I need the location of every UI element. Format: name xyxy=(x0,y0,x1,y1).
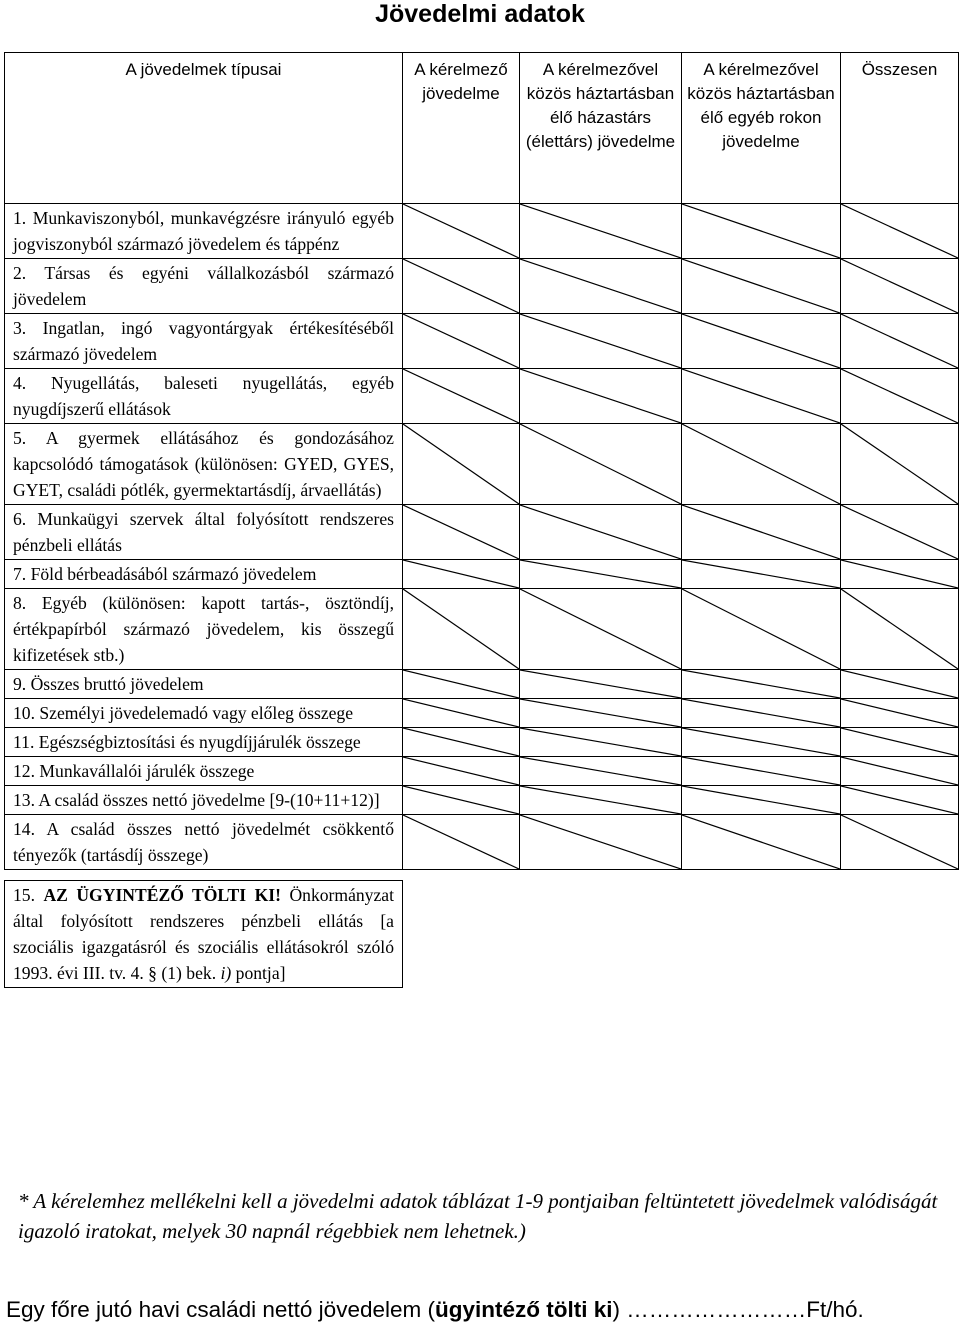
row-label: 9. Összes bruttó jövedelem xyxy=(5,670,403,699)
cell-relative xyxy=(682,369,841,424)
cell-strike-line xyxy=(841,424,958,504)
cell-strike-line xyxy=(403,259,519,313)
row-label: 10. Személyi jövedelemadó vagy előleg összege xyxy=(5,699,403,728)
cell-strike-line xyxy=(403,757,519,785)
row-label: 3. Ingatlan, ingó vagyontárgyak értékesítéséből származó jövedelem xyxy=(5,314,403,369)
cell-strike-line xyxy=(403,560,519,588)
cell-spouse xyxy=(520,670,682,699)
cell-strike-line xyxy=(520,369,681,423)
cell-total xyxy=(841,204,959,259)
table-row-15 xyxy=(5,881,959,988)
cell-strike-line xyxy=(682,728,840,756)
row-label: 8. Egyéb (különösen: kapott tartás-, ösztöndíj, értékpapírból származó jövedelem, kis összegű kifizetések stb.) xyxy=(5,589,403,670)
cell-applicant xyxy=(403,505,520,560)
table-gap xyxy=(5,870,959,881)
cell-total xyxy=(841,699,959,728)
row-label: 2. Társas és egyéni vállalkozásból származó jövedelem xyxy=(5,259,403,314)
cell-strike-line xyxy=(403,424,519,504)
row-label: 13. A család összes nettó jövedelme [9-(10+11+12)] xyxy=(5,786,403,815)
cell-spouse xyxy=(520,786,682,815)
cell-applicant xyxy=(403,314,520,369)
row-label: 14. A család összes nettó jövedelmét csökkentő tényezők (tartásdíj összege) xyxy=(5,815,403,870)
cell-strike-line xyxy=(682,757,840,785)
cell-spouse xyxy=(520,560,682,589)
cell-strike-line xyxy=(520,424,681,504)
cell-strike-line xyxy=(520,699,681,727)
cell-strike-line xyxy=(403,728,519,756)
cell-strike-line xyxy=(403,786,519,814)
cell-total xyxy=(841,314,959,369)
cell-strike-line xyxy=(403,589,519,669)
cell-strike-line xyxy=(403,505,519,559)
cell-spouse xyxy=(520,424,682,505)
cell-strike-line xyxy=(841,815,958,869)
cell-relative xyxy=(682,728,841,757)
cell-strike-line xyxy=(520,314,681,368)
cell-spouse xyxy=(520,757,682,786)
table-row xyxy=(5,259,959,314)
cell-spouse xyxy=(520,589,682,670)
cell-applicant xyxy=(403,560,520,589)
cell-strike-line xyxy=(682,560,840,588)
cell-strike-line xyxy=(682,589,840,669)
cell-total xyxy=(841,259,959,314)
row-label: 1. Munkaviszonyból, munkavégzésre irányuló egyéb jogviszonyból származó jövedelem és táppénz xyxy=(5,204,403,259)
cell-relative xyxy=(682,424,841,505)
cell-strike-line xyxy=(403,369,519,423)
cell-spouse xyxy=(520,505,682,560)
cell-relative xyxy=(682,314,841,369)
cell-total xyxy=(841,560,959,589)
cell-applicant xyxy=(403,728,520,757)
cell-spouse xyxy=(520,204,682,259)
table-row xyxy=(5,505,959,560)
per-capita-income-line xyxy=(6,1297,956,1323)
cell-applicant xyxy=(403,369,520,424)
table-row xyxy=(5,204,959,259)
cell-relative xyxy=(682,786,841,815)
cell-applicant xyxy=(403,424,520,505)
cell-total xyxy=(841,505,959,560)
row-label: 6. Munkaügyi szervek által folyósított rendszeres pénzbeli ellátás xyxy=(5,505,403,560)
income-rows xyxy=(5,204,959,870)
cell-relative xyxy=(682,699,841,728)
cell-relative xyxy=(682,670,841,699)
cell-relative xyxy=(682,589,841,670)
table-row xyxy=(5,589,959,670)
cell-strike-line xyxy=(841,786,958,814)
cell-applicant xyxy=(403,786,520,815)
table-row xyxy=(5,670,959,699)
cell-strike-line xyxy=(682,786,840,814)
header-income-types: A jövedelmek típusai xyxy=(5,53,403,204)
row-15-italic: i) xyxy=(220,963,232,983)
cell-strike-line xyxy=(520,786,681,814)
cell-strike-line xyxy=(841,259,958,313)
cell-strike-line xyxy=(682,699,840,727)
cell-applicant xyxy=(403,259,520,314)
cell-spouse xyxy=(520,314,682,369)
header-relative: A kérelmezővel közös háztartásban élő egyéb rokon jövedelme xyxy=(682,53,841,204)
table-row xyxy=(5,757,959,786)
row-label: 12. Munkavállalói járulék összege xyxy=(5,757,403,786)
row-label: 11. Egészségbiztosítási és nyugdíjjárulék összege xyxy=(5,728,403,757)
table-row xyxy=(5,560,959,589)
cell-applicant xyxy=(403,699,520,728)
cell-strike-line xyxy=(841,369,958,423)
cell-total xyxy=(841,424,959,505)
row-label: 5. A gyermek ellátásához és gondozásához kapcsolódó támogatások (különösen: GYED, GYES, GYET, családi pótlék, gyermektartásdíj, árvaellátás) xyxy=(5,424,403,505)
cell-spouse xyxy=(520,699,682,728)
cell-applicant xyxy=(403,815,520,870)
row-15-prefix: 15. xyxy=(13,885,35,905)
cell-strike-line xyxy=(682,505,840,559)
table-row xyxy=(5,815,959,870)
cell-strike-line xyxy=(682,314,840,368)
cell-strike-line xyxy=(841,699,958,727)
header-spouse: A kérelmezővel közös háztartásban élő házastárs (élettárs) jövedelme xyxy=(520,53,682,204)
cell-applicant xyxy=(403,670,520,699)
cell-strike-line xyxy=(403,815,519,869)
cell-strike-line xyxy=(403,670,519,698)
row-15-label xyxy=(5,881,403,988)
row-label: 7. Föld bérbeadásából származó jövedelem xyxy=(5,560,403,589)
cell-strike-line xyxy=(403,314,519,368)
cell-strike-line xyxy=(520,204,681,258)
table-row xyxy=(5,369,959,424)
cell-strike-line xyxy=(520,815,681,869)
per-capita-suffix: ) ……………………Ft/hó. xyxy=(612,1297,864,1322)
table-row xyxy=(5,699,959,728)
per-capita-bold: ügyintéző tölti ki xyxy=(434,1297,613,1322)
cell-strike-line xyxy=(841,314,958,368)
cell-strike-line xyxy=(520,728,681,756)
cell-total xyxy=(841,786,959,815)
cell-strike-line xyxy=(520,670,681,698)
row-15-bold: AZ ÜGYINTÉZŐ TÖLTI KI! xyxy=(43,885,281,905)
table-row xyxy=(5,314,959,369)
cell-strike-line xyxy=(841,670,958,698)
cell-strike-line xyxy=(520,560,681,588)
header-total: Összesen xyxy=(841,53,959,204)
cell-applicant xyxy=(403,757,520,786)
cell-strike-line xyxy=(682,369,840,423)
cell-total xyxy=(841,670,959,699)
cell-spouse xyxy=(520,369,682,424)
cell-relative xyxy=(682,505,841,560)
cell-spouse xyxy=(520,259,682,314)
cell-strike-line xyxy=(682,815,840,869)
cell-spouse xyxy=(520,728,682,757)
table-row xyxy=(5,786,959,815)
per-capita-prefix: Egy főre jutó havi családi nettó jövedelem ( xyxy=(6,1297,435,1322)
cell-relative xyxy=(682,204,841,259)
cell-total xyxy=(841,757,959,786)
cell-strike-line xyxy=(520,589,681,669)
cell-total xyxy=(841,589,959,670)
cell-strike-line xyxy=(520,757,681,785)
cell-strike-line xyxy=(841,560,958,588)
income-table xyxy=(4,52,959,988)
cell-total xyxy=(841,369,959,424)
cell-strike-line xyxy=(682,424,840,504)
cell-strike-line xyxy=(841,505,958,559)
row-15-suffix: pontja] xyxy=(235,963,286,983)
cell-strike-line xyxy=(403,699,519,727)
header-applicant: A kérelmező jövedelme xyxy=(403,53,520,204)
table-row xyxy=(5,728,959,757)
row-15-text: Önkormányzat által folyósított rendszeres pénzbeli ellátás [a szociális igazgatásról és szociális ellátásokról szóló 1993. évi III. tv. 4. § (1) bek. xyxy=(13,885,394,983)
cell-strike-line xyxy=(841,589,958,669)
cell-relative xyxy=(682,815,841,870)
cell-strike-line xyxy=(682,670,840,698)
cell-relative xyxy=(682,757,841,786)
row-label: 4. Nyugellátás, baleseti nyugellátás, egyéb nyugdíjszerű ellátások xyxy=(5,369,403,424)
footnote: * A kérelemhez mellékelni kell a jövedelmi adatok táblázat 1-9 pontjaiban feltüntetett jövedelmek valódiságát igazoló iratokat, melyek 30 napnál régebbiek nem lehetnek.) xyxy=(18,1189,938,1243)
cell-strike-line xyxy=(841,728,958,756)
table-row xyxy=(5,424,959,505)
cell-total xyxy=(841,728,959,757)
cell-strike-line xyxy=(841,204,958,258)
page-title: Jövedelmi adatok xyxy=(375,0,585,28)
cell-applicant xyxy=(403,589,520,670)
cell-relative xyxy=(682,560,841,589)
cell-applicant xyxy=(403,204,520,259)
cell-strike-line xyxy=(682,259,840,313)
cell-relative xyxy=(682,259,841,314)
cell-strike-line xyxy=(403,204,519,258)
cell-strike-line xyxy=(682,204,840,258)
cell-spouse xyxy=(520,815,682,870)
cell-strike-line xyxy=(841,757,958,785)
cell-total xyxy=(841,815,959,870)
cell-strike-line xyxy=(520,259,681,313)
cell-strike-line xyxy=(520,505,681,559)
